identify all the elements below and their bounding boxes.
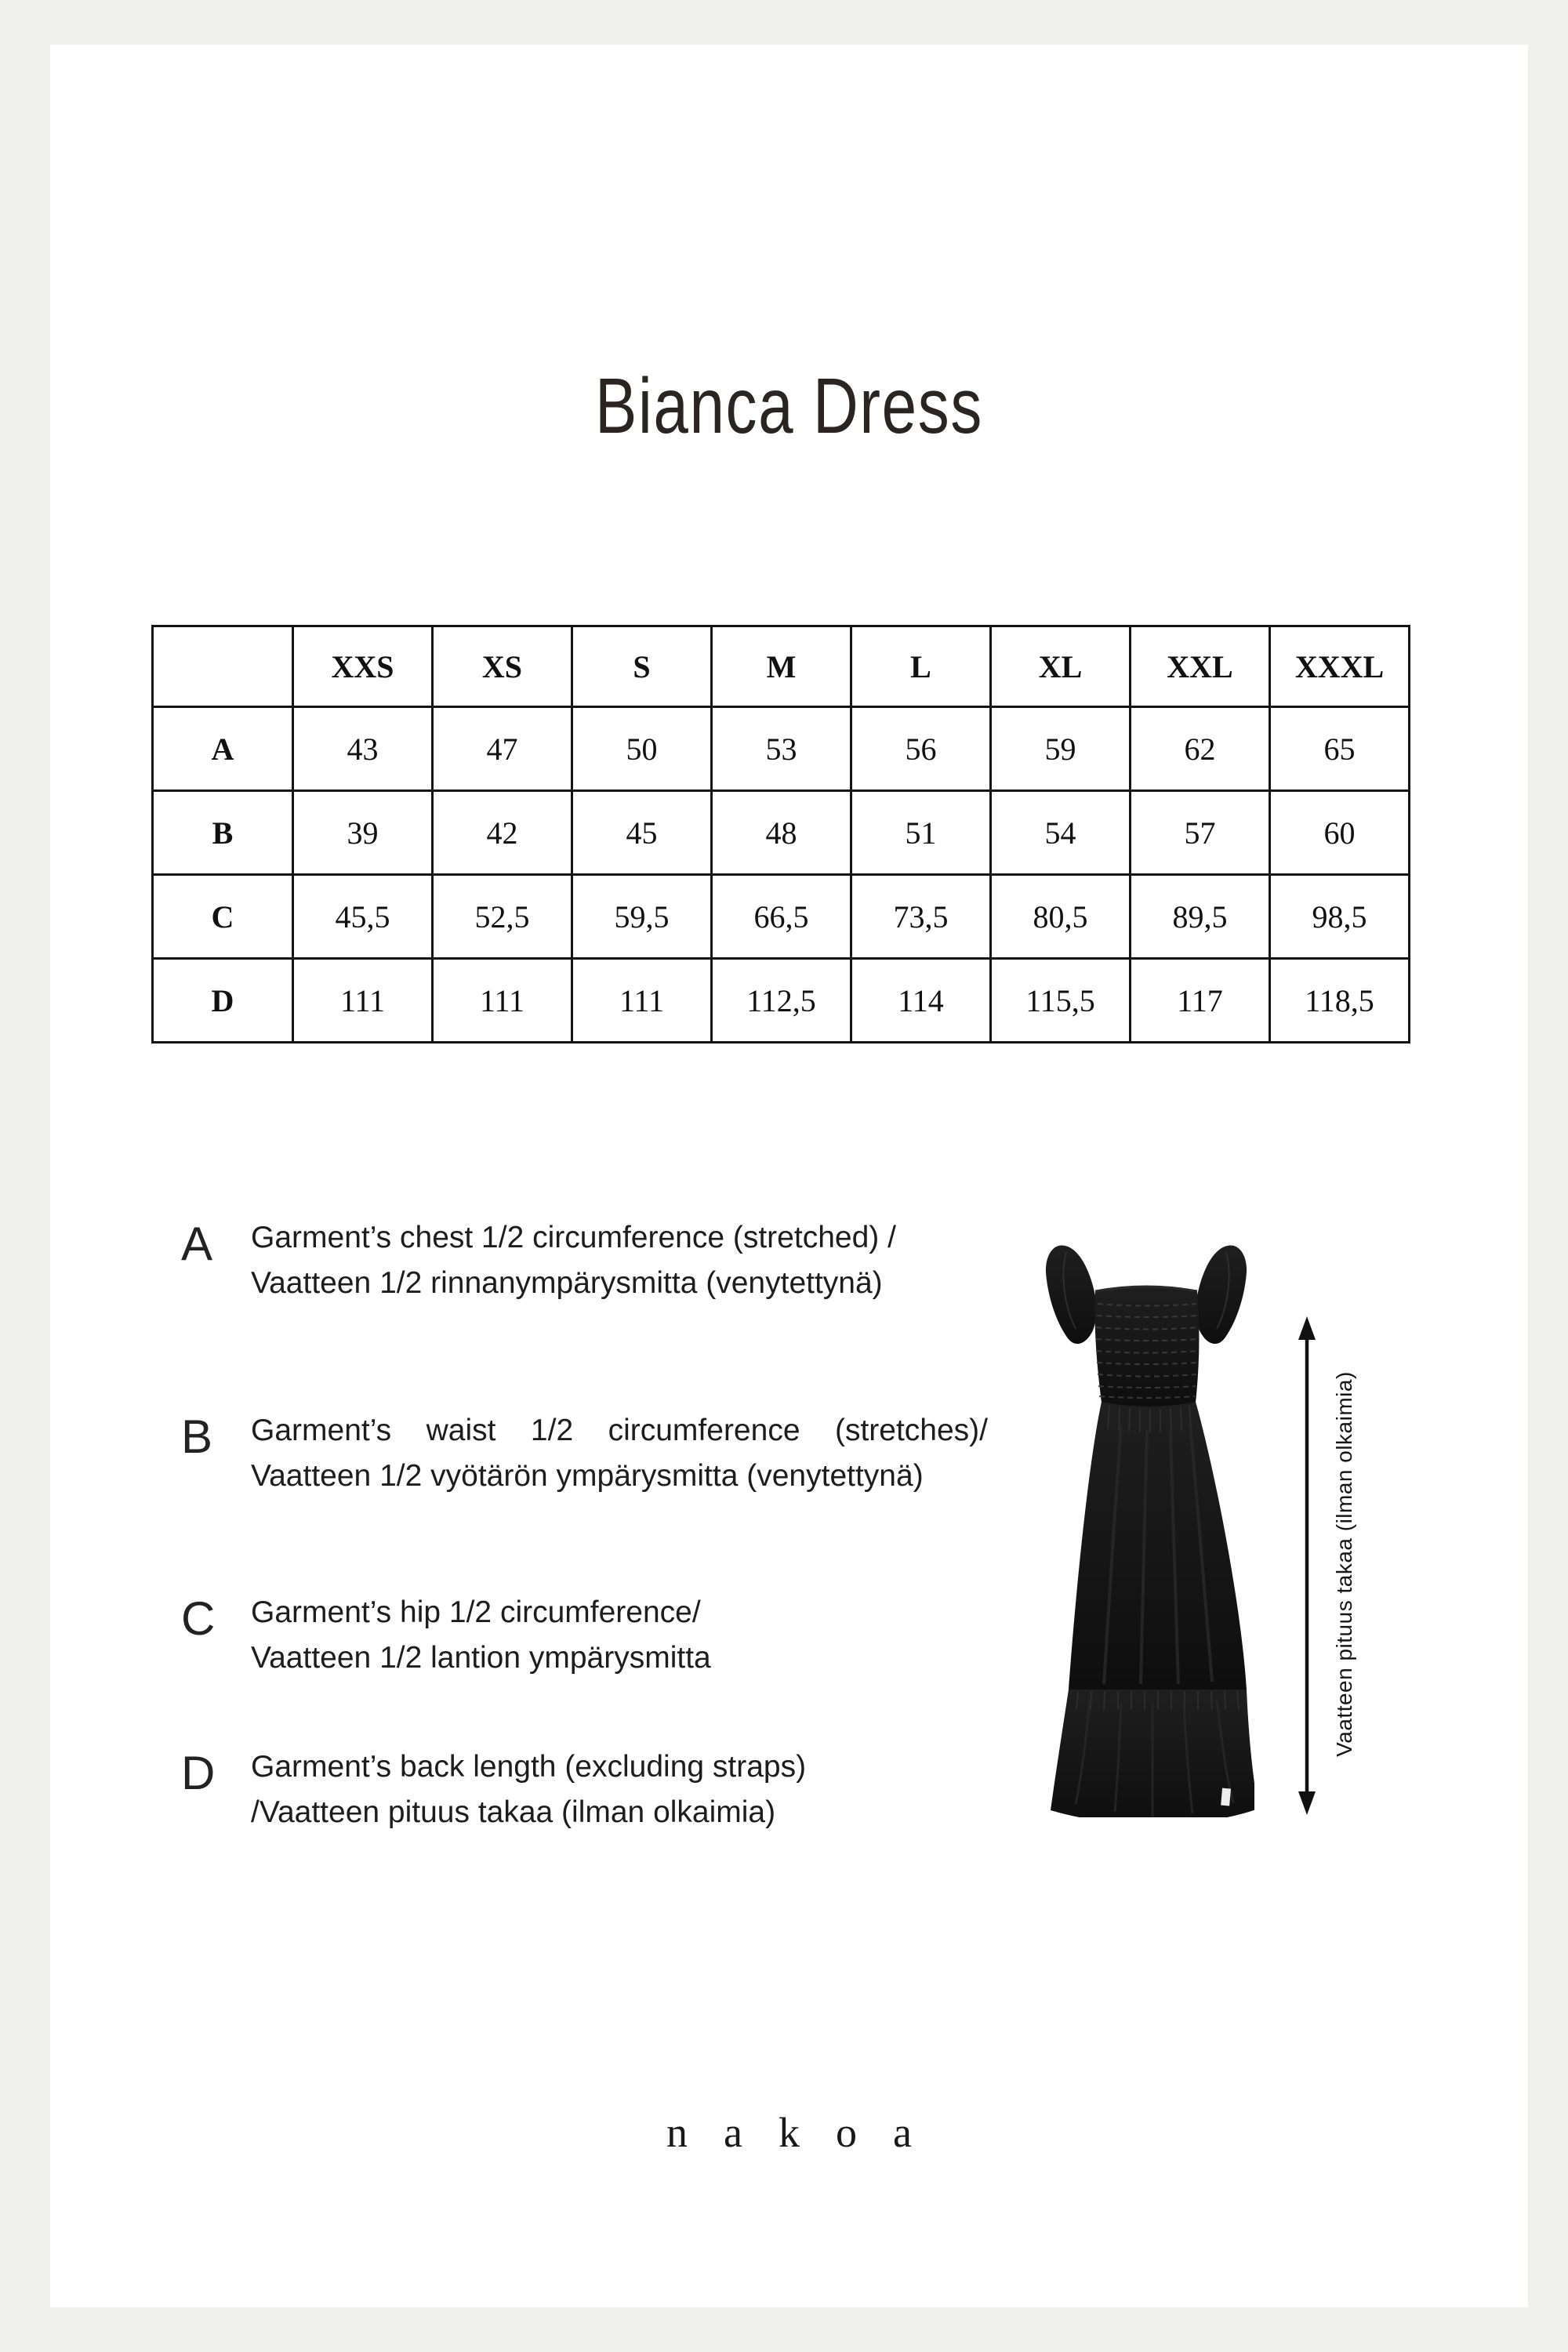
size-value-cell: 56: [851, 707, 991, 791]
size-value-cell: 50: [572, 707, 712, 791]
measurement-row-label: B: [153, 791, 293, 875]
size-value-cell: 42: [433, 791, 572, 875]
size-value-cell: 52,5: [433, 875, 572, 959]
size-value-cell: 98,5: [1270, 875, 1410, 959]
measurement-desc-c: [251, 1590, 988, 1681]
size-value-cell: 111: [572, 959, 712, 1043]
measurement-desc-d: [251, 1744, 988, 1835]
size-guide-page: [50, 45, 1528, 2307]
measurement-letter-d: D: [181, 1747, 216, 1799]
dress-illustration: [1043, 1241, 1254, 1817]
measurement-desc-b: [251, 1408, 988, 1499]
measurement-desc-a-line1: Garment’s chest 1/2 circumference (stretched) /: [251, 1221, 896, 1254]
measurement-desc-c-line2: Vaatteen 1/2 lantion ympärysmitta: [251, 1641, 711, 1675]
size-column-header: XS: [433, 626, 572, 707]
size-value-cell: 111: [433, 959, 572, 1043]
size-value-cell: 118,5: [1270, 959, 1410, 1043]
size-table-row: [153, 875, 1410, 959]
brand-logo: nakoa: [666, 2109, 948, 2156]
measurement-desc-a-line2: Vaatteen 1/2 rinnanympärysmitta (venytettynä): [251, 1266, 883, 1300]
measurement-desc-b-line2: Vaatteen 1/2 vyötärön ympärysmitta (venytettynä): [251, 1459, 924, 1493]
size-value-cell: 57: [1131, 791, 1270, 875]
size-table-row: [153, 959, 1410, 1043]
size-value-cell: 117: [1131, 959, 1270, 1043]
measurement-letter-c: C: [181, 1592, 216, 1645]
measurement-letter-a: A: [181, 1218, 213, 1270]
size-value-cell: 60: [1270, 791, 1410, 875]
size-value-cell: 43: [293, 707, 433, 791]
size-value-cell: 62: [1131, 707, 1270, 791]
size-value-cell: 59: [991, 707, 1131, 791]
size-column-header: XXL: [1131, 626, 1270, 707]
size-value-cell: 115,5: [991, 959, 1131, 1043]
measurement-row-label: A: [153, 707, 293, 791]
length-arrow-icon: [1293, 1315, 1321, 1817]
size-column-header: XXS: [293, 626, 433, 707]
measurement-desc-d-line2: /Vaatteen pituus takaa (ilman olkaimia): [251, 1795, 776, 1829]
size-table-row: [153, 791, 1410, 875]
size-value-cell: 65: [1270, 707, 1410, 791]
size-column-header: M: [712, 626, 851, 707]
measurement-letter-b: B: [181, 1410, 213, 1463]
size-value-cell: 45,5: [293, 875, 433, 959]
measurement-desc-d-line1: Garment’s back length (excluding straps): [251, 1750, 807, 1784]
size-value-cell: 73,5: [851, 875, 991, 959]
page-title: Bianca Dress: [595, 362, 983, 450]
size-value-cell: 53: [712, 707, 851, 791]
size-value-cell: 112,5: [712, 959, 851, 1043]
size-column-header: L: [851, 626, 991, 707]
measurement-desc-c-line1: Garment’s hip 1/2 circumference/: [251, 1595, 701, 1629]
measurement-desc-a: [251, 1215, 988, 1306]
measurement-row-label: C: [153, 875, 293, 959]
size-value-cell: 47: [433, 707, 572, 791]
measurement-desc-b-line1: Garment’s waist 1/2 circumference (stretches)/: [251, 1414, 988, 1447]
size-table-corner-cell: [153, 626, 293, 707]
care-tag: [1221, 1788, 1231, 1806]
size-value-cell: 114: [851, 959, 991, 1043]
size-table: [151, 625, 1410, 1044]
size-value-cell: 54: [991, 791, 1131, 875]
size-column-header: XXXL: [1270, 626, 1410, 707]
length-arrow-label: Vaatteen pituus takaa (ilman olkaimia): [1332, 1371, 1356, 1757]
size-value-cell: 66,5: [712, 875, 851, 959]
size-value-cell: 39: [293, 791, 433, 875]
measurement-row-label: D: [153, 959, 293, 1043]
size-value-cell: 59,5: [572, 875, 712, 959]
size-value-cell: 89,5: [1131, 875, 1270, 959]
size-table-row: [153, 707, 1410, 791]
size-value-cell: 111: [293, 959, 433, 1043]
size-value-cell: 48: [712, 791, 851, 875]
size-table-header-row: [153, 626, 1410, 707]
size-value-cell: 51: [851, 791, 991, 875]
size-column-header: XL: [991, 626, 1131, 707]
size-value-cell: 80,5: [991, 875, 1131, 959]
size-column-header: S: [572, 626, 712, 707]
size-value-cell: 45: [572, 791, 712, 875]
